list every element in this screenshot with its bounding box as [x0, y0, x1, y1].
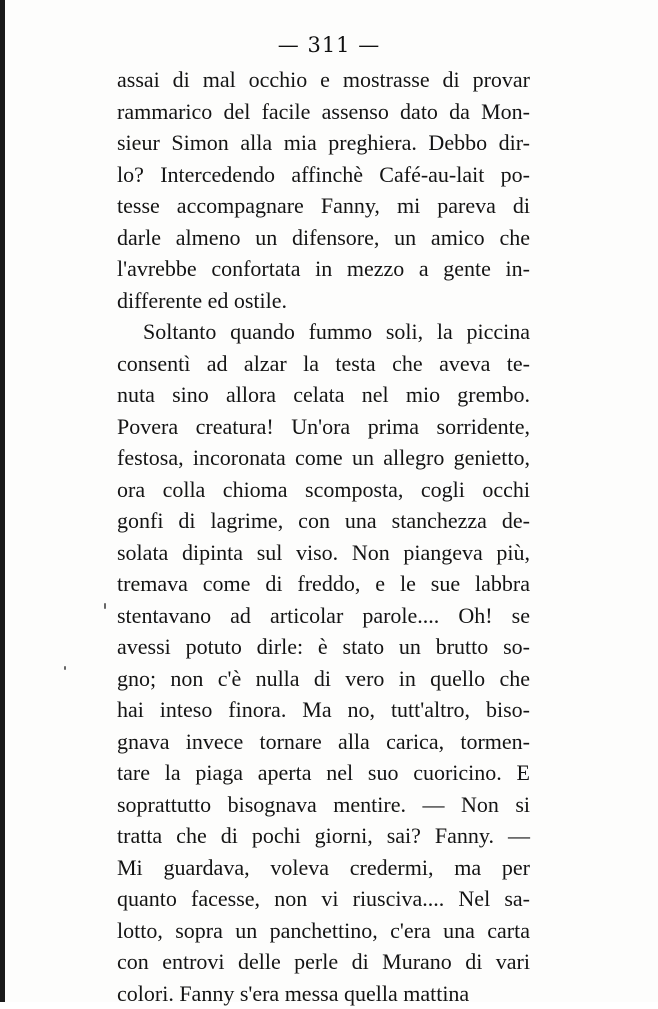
paper-speck	[64, 666, 66, 670]
text-line: tesse accompagnare Fanny, mi pareva di	[117, 190, 530, 222]
text-line: differente ed ostile.	[117, 285, 530, 317]
text-line: tremava come di freddo, e le sue labbra	[117, 568, 530, 600]
text-line: gonfi di lagrime, con una stanchezza de-	[117, 505, 530, 537]
text-line: Povera creatura! Un'ora prima sorridente,	[117, 411, 530, 443]
body-text	[117, 64, 530, 1009]
text-line: consentì ad alzar la testa che aveva te-	[117, 348, 530, 380]
text-line: festosa, incoronata come un allegro genietto,	[117, 442, 530, 474]
page-edge-shadow	[0, 0, 5, 1002]
text-line: soprattutto bisognava mentire. — Non si	[117, 789, 530, 821]
text-line: darle almeno un difensore, un amico che	[117, 222, 530, 254]
text-line: tare la piaga aperta nel suo cuoricino. E	[117, 757, 530, 789]
text-line: stentavano ad articolar parole.... Oh! se	[117, 600, 530, 632]
text-line: rammarico del facile assenso dato da Mon-	[117, 96, 530, 128]
text-line: gnava invece tornare alla carica, tormen-	[117, 726, 530, 758]
text-line: quanto facesse, non vi riusciva.... Nel sa-	[117, 883, 530, 915]
text-line: sieur Simon alla mia preghiera. Debbo dir-	[117, 127, 530, 159]
text-line: tratta che di pochi giorni, sai? Fanny. —	[117, 820, 530, 852]
page-number: — 311 —	[0, 33, 658, 57]
text-line: nuta sino allora celata nel mio grembo.	[117, 379, 530, 411]
text-line: lo? Intercedendo affinchè Café-au-lait po-	[117, 159, 530, 191]
text-line: solata dipinta sul viso. Non piangeva più,	[117, 537, 530, 569]
text-line: colori. Fanny s'era messa quella mattina	[117, 978, 530, 1009]
text-line: Soltanto quando fummo soli, la piccina	[117, 316, 530, 348]
text-line: assai di mal occhio e mostrasse di provar	[117, 64, 530, 96]
text-line: Mi guardava, voleva credermi, ma per	[117, 852, 530, 884]
text-line: lotto, sopra un panchettino, c'era una carta	[117, 915, 530, 947]
text-line: gno; non c'è nulla di vero in quello che	[117, 663, 530, 695]
text-line: ora colla chioma scomposta, cogli occhi	[117, 474, 530, 506]
text-line: avessi potuto dirle: è stato un brutto so-	[117, 631, 530, 663]
text-line: con entrovi delle perle di Murano di vari	[117, 946, 530, 978]
paper-speck	[104, 603, 106, 609]
text-line: hai inteso finora. Ma no, tutt'altro, biso-	[117, 694, 530, 726]
text-line: l'avrebbe confortata in mezzo a gente in-	[117, 253, 530, 285]
